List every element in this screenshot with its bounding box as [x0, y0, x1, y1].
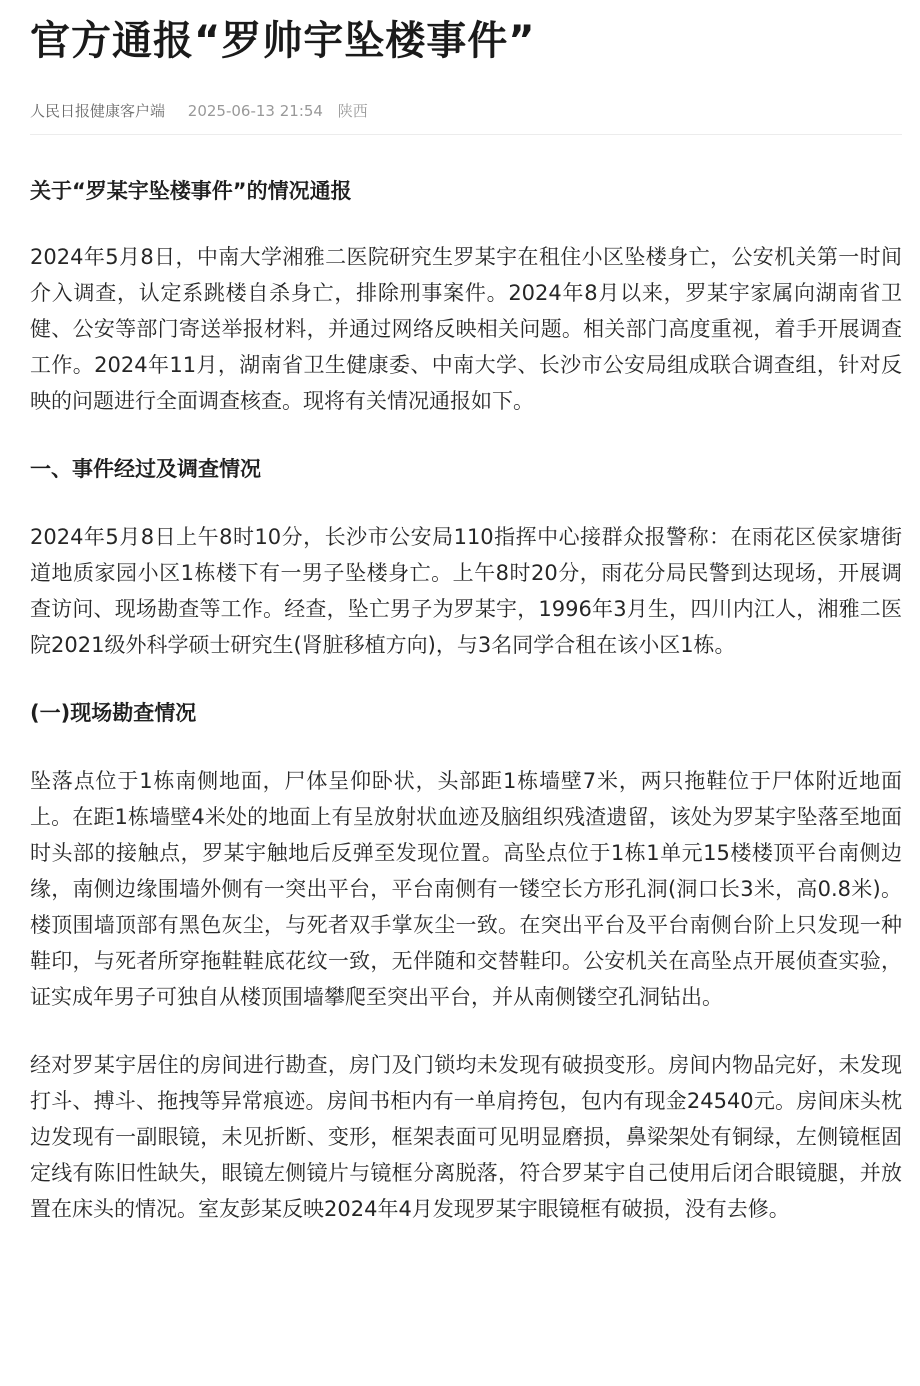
article-title: 官方通报“罗帅宇坠楼事件”: [30, 18, 536, 64]
notice-heading: 关于“罗某宇坠楼事件”的情况通报: [30, 179, 352, 203]
publish-time: 2025-06-13 21:54: [187, 102, 323, 120]
intro-paragraph: 2024年5月8日，中南大学湘雅二医院研究生罗某宇在租住小区坠楼身亡，公安机关第一时间介入调查，认定系跳楼自杀身亡，排除刑事案件。2024年8月以来，罗某宇家属向湖南省卫健、公安等部门寄送举报材料，并通过网络反映相关问题。相关部门高度重视，着手开展调查工作。2024年11月，湖南省卫生健康委、中南大学、长沙市公安局组成联合调查组，针对反映的问题进行全面调查核查。现将有关情况通报如下。: [30, 245, 902, 413]
source-name[interactable]: 人民日报健康客户端: [30, 102, 166, 120]
scene-paragraph: 坠落点位于1栋南侧地面，尸体呈仰卧状，头部距1栋墙壁7米，两只拖鞋位于尸体附近地面上。在距1栋墙壁4米处的地面上有呈放射状血迹及脑组织残渣遗留，该处为罗某宇坠落至地面时头部的接触点，罗某宇触地后反弹至发现位置。高坠点位于1栋1单元15楼楼顶平台南侧边缘，南侧边缘围墙外侧有一突出平台，平台南侧有一镂空长方形孔洞(洞口长3米，高0.8米)。楼顶围墙顶部有黑色灰尘，与死者双手掌灰尘一致。在突出平台及平台南侧台阶上只发现一种鞋印，与死者所穿拖鞋鞋底花纹一致，无伴随和交替鞋印。公安机关在高坠点开展侦查实验，证实成年男子可独自从楼顶围墙攀爬至突出平台，并从南侧镂空孔洞钻出。: [30, 769, 902, 1009]
room-paragraph: 经对罗某宇居住的房间进行勘查，房门及门锁均未发现有破损变形。房间内物品完好，未发现打斗、搏斗、拖拽等异常痕迹。房间书柜内有一单肩挎包，包内有现金24540元。房间床头枕边发现有一副眼镜，未见折断、变形，框架表面可见明显磨损，鼻梁架处有铜绿，左侧镜框固定线有陈旧性缺失，眼镜左侧镜片与镜框分离脱落，符合罗某宇自己使用后闭合眼镜腿，并放置在床头的情况。室友彭某反映2024年4月发现罗某宇眼镜框有破损，没有去修。: [30, 1053, 902, 1221]
publish-region: 陕西: [337, 102, 368, 120]
scene-heading: (一)现场勘查情况: [30, 701, 197, 725]
divider: [30, 134, 902, 135]
section1-heading: 一、事件经过及调查情况: [30, 457, 261, 481]
event-paragraph: 2024年5月8日上午8时10分，长沙市公安局110指挥中心接群众报警称：在雨花区侯家塘街道地质家园小区1栋楼下有一男子坠楼身亡。上午8时20分，雨花分局民警到达现场，开展调查访问、现场勘查等工作。经查，坠亡男子为罗某宇，1996年3月生，四川内江人，湘雅二医院2021级外科学硕士研究生(肾脏移植方向)，与3名同学合租在该小区1栋。: [30, 525, 902, 657]
article-meta: [30, 100, 902, 122]
